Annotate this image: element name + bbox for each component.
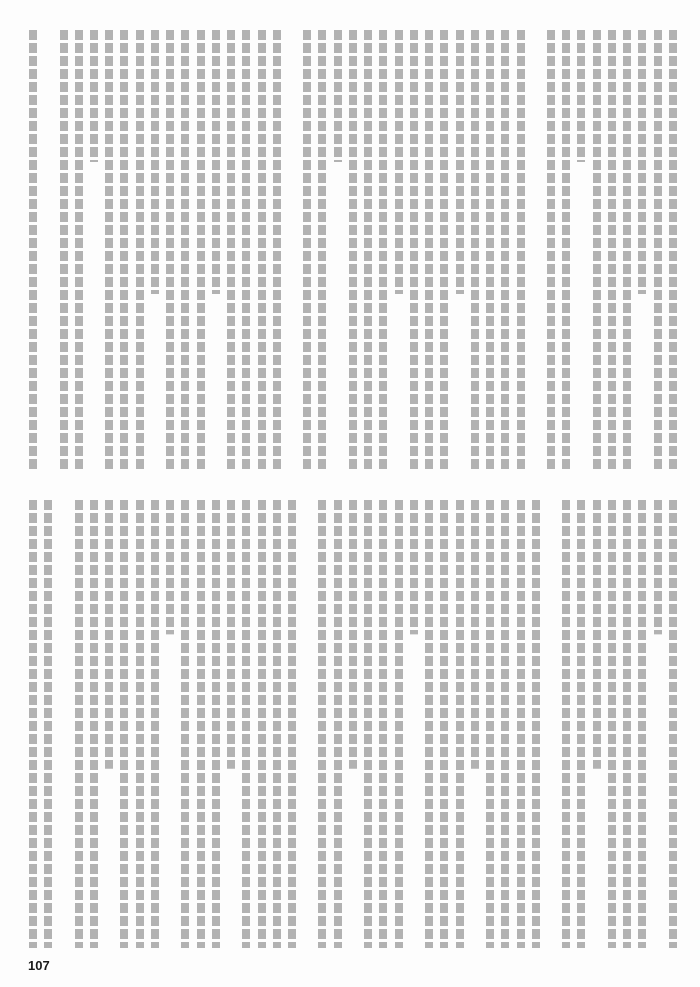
text-column xyxy=(256,500,266,948)
text-column xyxy=(607,30,617,470)
text-column xyxy=(241,500,251,948)
text-column xyxy=(150,30,160,470)
text-column xyxy=(439,500,449,948)
text-column xyxy=(454,500,464,948)
text-column xyxy=(165,30,175,470)
text-column xyxy=(135,30,145,470)
text-column xyxy=(394,30,404,470)
text-column xyxy=(74,30,84,470)
text-column xyxy=(378,30,388,470)
text-column xyxy=(363,500,373,948)
text-column xyxy=(470,500,480,948)
text-column xyxy=(500,500,510,948)
text-column xyxy=(653,500,663,948)
text-column xyxy=(317,30,327,470)
text-column xyxy=(592,500,602,948)
text-column xyxy=(454,30,464,470)
text-column xyxy=(180,30,190,470)
text-column xyxy=(287,30,297,470)
text-column xyxy=(150,500,160,948)
text-column xyxy=(515,30,525,470)
text-column xyxy=(302,500,312,948)
text-column xyxy=(622,500,632,948)
text-column xyxy=(348,30,358,470)
text-column xyxy=(28,500,38,948)
text-column xyxy=(74,500,84,948)
text-column xyxy=(272,500,282,948)
text-column xyxy=(89,30,99,470)
text-column xyxy=(409,500,419,948)
text-column xyxy=(485,30,495,470)
text-column xyxy=(211,500,221,948)
text-column xyxy=(226,30,236,470)
text-column xyxy=(28,30,38,470)
text-column xyxy=(58,500,68,948)
text-column xyxy=(196,500,206,948)
text-column xyxy=(637,500,647,948)
text-column xyxy=(439,30,449,470)
text-column xyxy=(317,500,327,948)
text-column xyxy=(394,500,404,948)
text-column xyxy=(348,500,358,948)
text-column xyxy=(43,30,53,470)
text-column xyxy=(592,30,602,470)
text-column xyxy=(104,30,114,470)
text-column xyxy=(211,30,221,470)
text-column xyxy=(302,30,312,470)
text-column xyxy=(333,500,343,948)
text-column xyxy=(546,30,556,470)
text-column xyxy=(424,30,434,470)
text-column xyxy=(58,30,68,470)
text-column xyxy=(653,30,663,470)
text-column xyxy=(561,30,571,470)
text-column xyxy=(272,30,282,470)
text-column xyxy=(119,500,129,948)
text-column xyxy=(576,30,586,470)
text-column xyxy=(226,500,236,948)
text-column xyxy=(89,500,99,948)
text-column xyxy=(256,30,266,470)
text-column xyxy=(333,30,343,470)
text-column xyxy=(576,500,586,948)
text-column xyxy=(531,30,541,470)
text-column xyxy=(196,30,206,470)
text-column xyxy=(668,500,678,948)
text-column xyxy=(668,30,678,470)
text-column xyxy=(515,500,525,948)
text-column xyxy=(546,500,556,948)
text-column xyxy=(43,500,53,948)
text-column xyxy=(104,500,114,948)
text-column xyxy=(119,30,129,470)
text-column xyxy=(561,500,571,948)
text-column xyxy=(531,500,541,948)
page-number: 107 xyxy=(28,958,50,973)
text-column xyxy=(135,500,145,948)
text-column xyxy=(165,500,175,948)
lower-text-tier xyxy=(28,500,678,948)
text-column xyxy=(500,30,510,470)
text-column xyxy=(409,30,419,470)
text-column xyxy=(470,30,480,470)
text-column xyxy=(485,500,495,948)
upper-text-tier xyxy=(28,30,678,470)
text-column xyxy=(637,30,647,470)
text-column xyxy=(378,500,388,948)
text-column xyxy=(287,500,297,948)
text-column xyxy=(180,500,190,948)
text-column xyxy=(622,30,632,470)
text-column xyxy=(241,30,251,470)
text-column xyxy=(424,500,434,948)
text-column xyxy=(607,500,617,948)
text-column xyxy=(363,30,373,470)
